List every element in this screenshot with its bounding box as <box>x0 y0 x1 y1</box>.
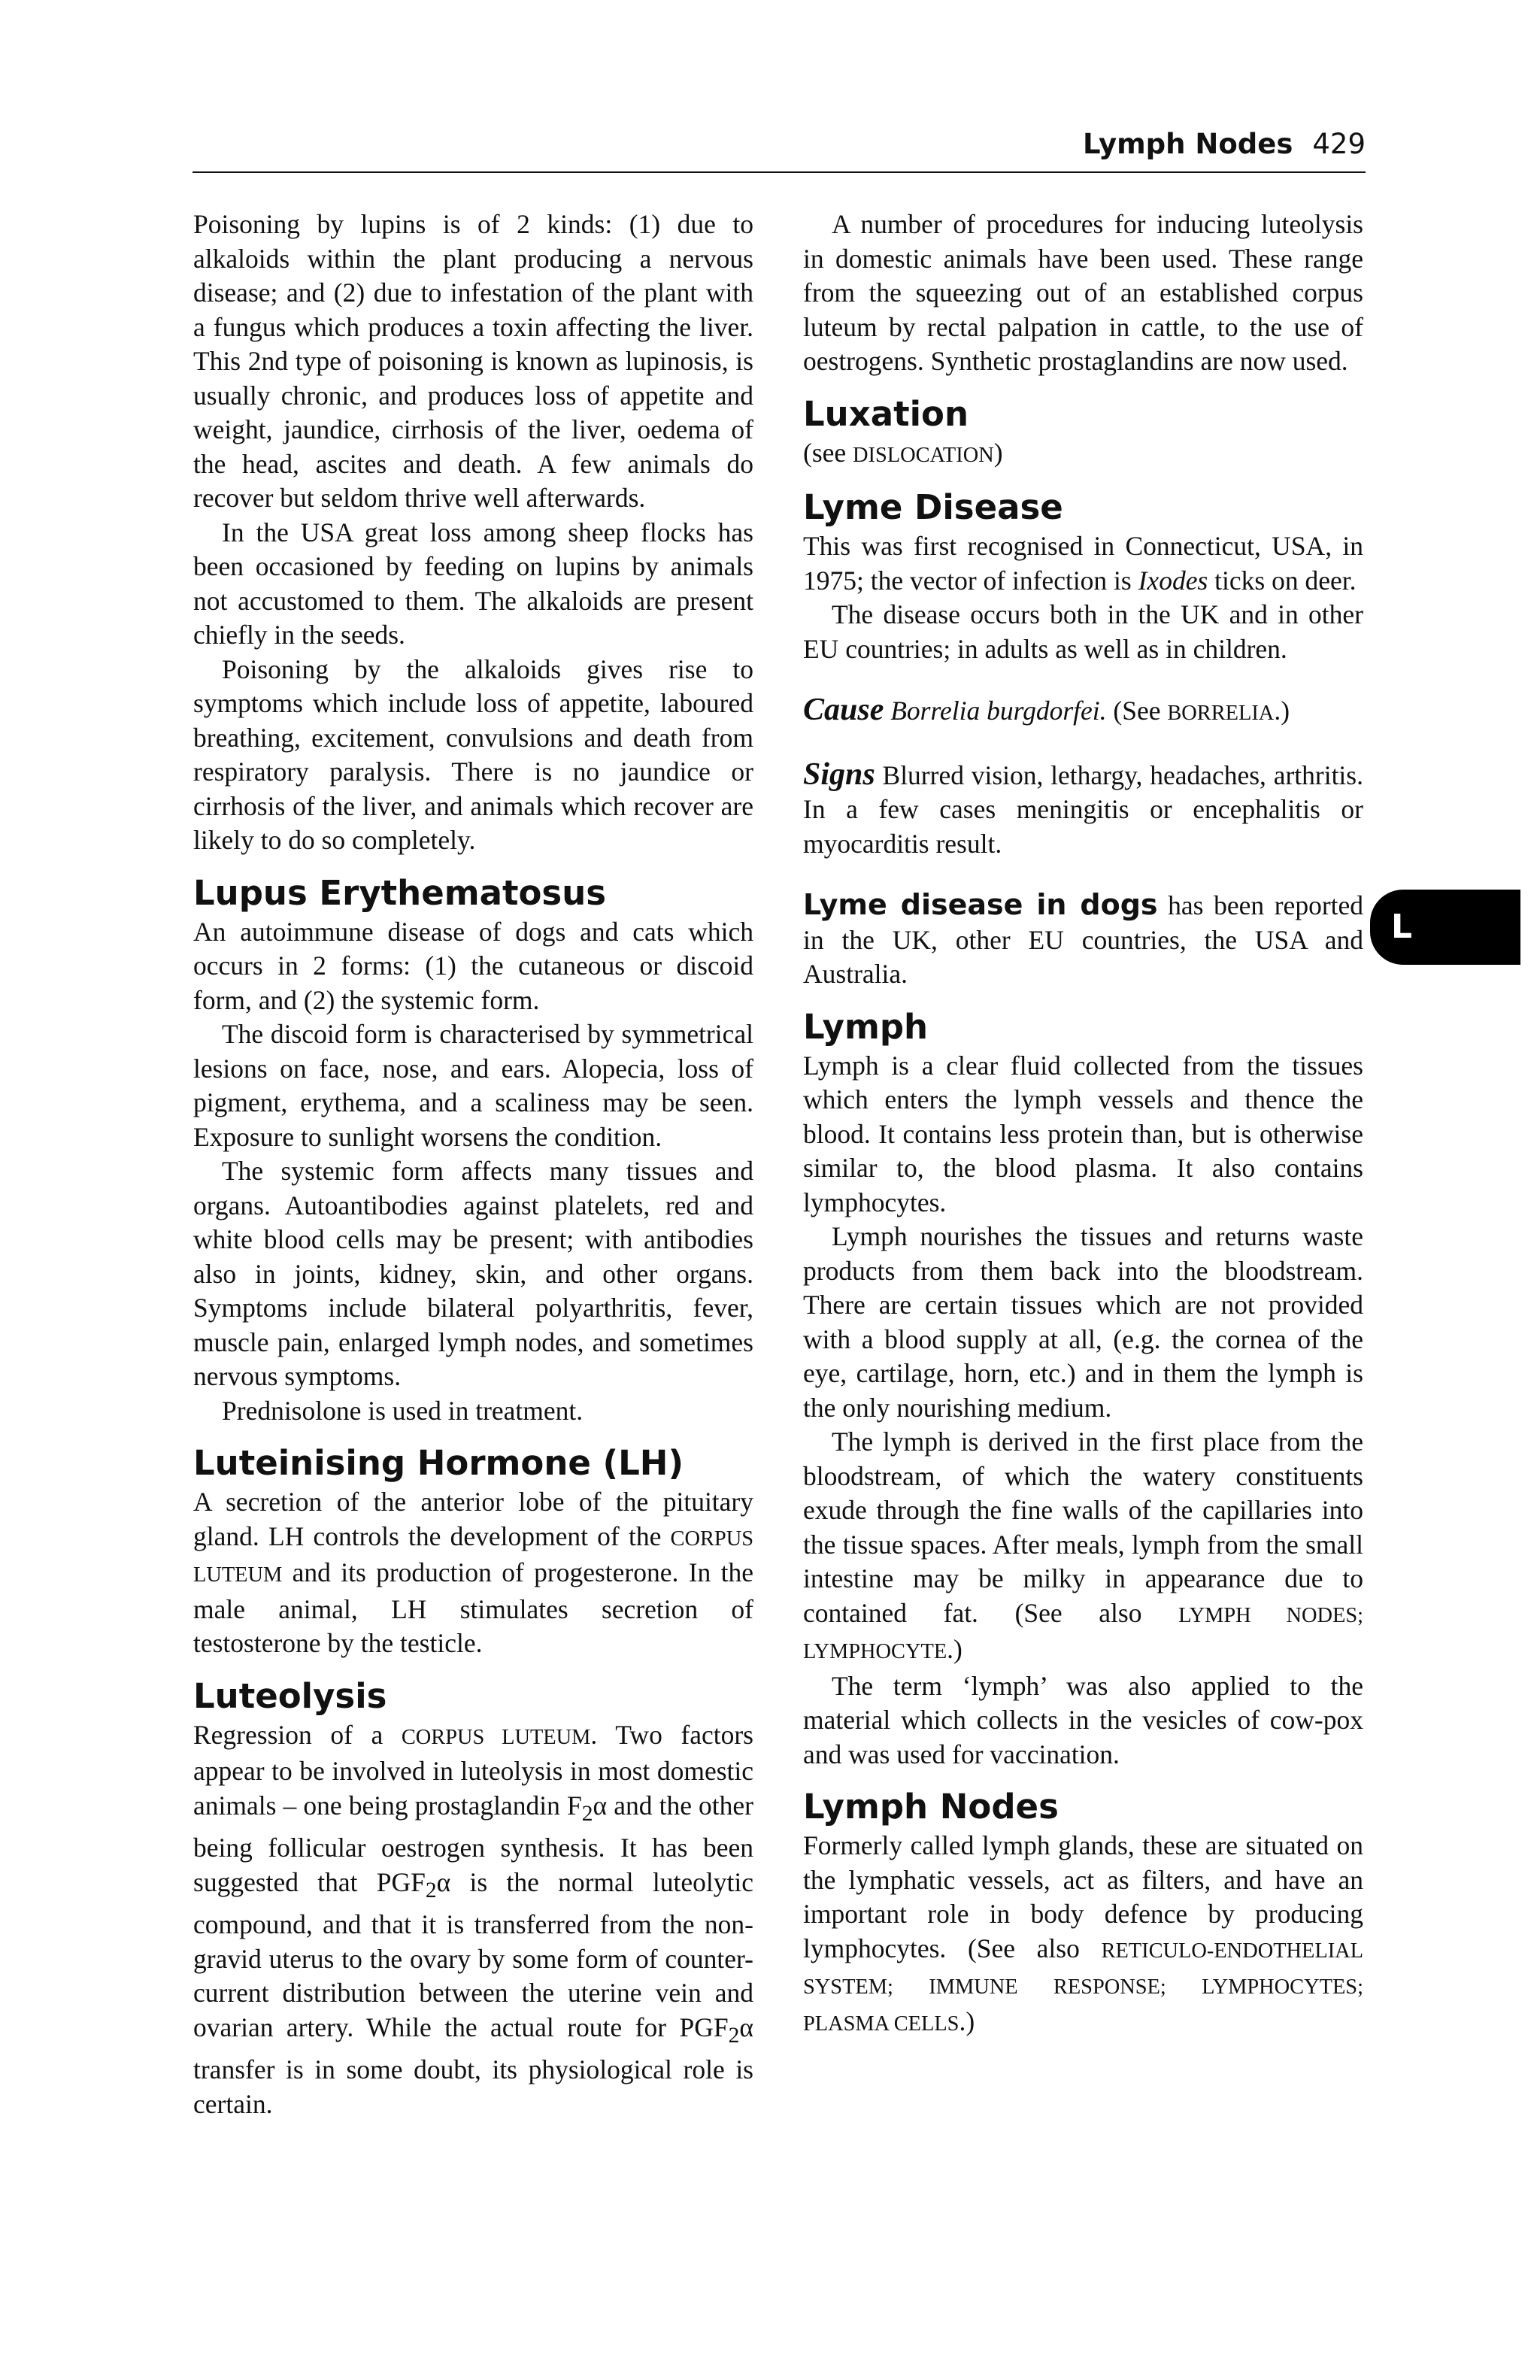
luteolysis-paragraph-1: Regression of a CORPUS LUTEUM. Two factors appear to be involved in luteolysis in most domestic animals – one being prostaglandin $F_2\alpha$ and the other being follicular oestrogen synthesis. It has been suggested that $PGF_2\alpha$ is the normal luteolytic compound, and that it is transferred from the non-gravid uterus to the ovary by some form of counter-current distribution between the uterine vein and ovarian artery. While the actual route for $PGF_2\alpha$ transfer is in some doubt, its physiological role is certain. <box>193 1719 754 2119</box>
lupus-paragraph-2: The discoid form is characterised by symmetrical lesions on face, nose, and ears. Alopecia, loss of pigment, erythema, and a scaliness may be seen. Exposure to sunlight worsens the condition. <box>193 1019 753 1152</box>
thumb-tab-letter: L <box>1391 908 1413 946</box>
left-column <box>193 208 753 2121</box>
lupus-paragraph-1: An autoimmune disease of dogs and cats which occurs in 2 forms: (1) the cutaneous or discoid form, and (2) the systemic form. <box>193 916 753 1015</box>
heading-luteolysis: Luteolysis <box>193 1675 387 1716</box>
lupus-paragraph-3: The systemic form affects many tissues and organs. Autoantibodies against platelets, red and white blood cells may be present; with antibodies also in joints, kidney, skin, and other organs. Symptoms include bilateral polyarthritis, fever, muscle pain, enlarged lymph nodes, and sometimes nervous symptoms. <box>193 1156 753 1391</box>
signs-label: Signs <box>803 756 875 792</box>
cross-ref-corpus-luteum: CORPUS LUTEUM <box>401 1725 591 1749</box>
lh-paragraph-1: A secretion of the anterior lobe of the pituitary gland. LH controls the development of the CORPUS LUTEUM and its production of progesterone. In the male animal, LH stimulates secretion of testosterone by the testicle. <box>193 1487 753 1658</box>
lyme-paragraph-1: This was first recognised in Connecticut, USA, in 1975; the vector of infection is Ixodes ticks on deer. <box>803 531 1363 596</box>
cross-ref-lymph-nodes-lymphocyte: LYMPH NODES; LYMPHOCYTE <box>803 1603 1363 1663</box>
lyme-cause: Cause Borrelia burgdorfei. (See BORRELIA.) <box>803 693 1290 727</box>
heading-lymph: Lymph <box>803 1006 929 1047</box>
lymph-paragraph-1: Lymph is a clear fluid collected from the tissues which enters the lymph vessels and thence the blood. It contains less protein than, but is otherwise similar to, the blood plasma. It also contains lymphocytes. <box>803 1050 1363 1217</box>
lupus-paragraph-4: Prednisolone is used in treatment. <box>222 1395 584 1426</box>
cross-ref-reticulo-endothelial: RETICULO-ENDOTHELIAL SYSTEM; IMMUNE RESPONSE; LYMPHOCYTES; PLASMA CELLS <box>803 1939 1364 2036</box>
heading-luteinising-hormone: Luteinising Hormone (LH) <box>193 1443 684 1483</box>
right-column <box>803 208 1363 2041</box>
lymph-paragraph-3: The lymph is derived in the first place from the bloodstream, of which the watery constituents exude through the fine walls of the capillaries into the tissue spaces. After meals, lymph from the small intestine may be milky in appearance due to contained fat. (See also LYMPH NODES; LYMPHOCYTE.) <box>803 1426 1363 1664</box>
lymph-paragraph-4: The term ‘lymph’ was also applied to the material which collects in the vesicles of cow-pox and was used for vaccination. <box>803 1670 1363 1769</box>
cause-label: Cause <box>803 693 884 727</box>
heading-lupus-erythematosus: Lupus Erythematosus <box>193 872 607 913</box>
cross-ref-dislocation: DISLOCATION <box>853 443 994 467</box>
lyme-paragraph-2: The disease occurs both in the UK and in other EU countries; in adults as well as in children. <box>803 599 1363 664</box>
lyme-signs: Signs Blurred vision, lethargy, headaches, arthritis. In a few cases meningitis or encephalitis or myocarditis result. <box>803 756 1363 859</box>
running-head-title: Lymph Nodes <box>1082 128 1293 160</box>
section-thumb-tab <box>1370 890 1520 965</box>
lymph-nodes-paragraph-1: Formerly called lymph glands, these are situated on the lymphatic vessels, act as filters, and have an important role in body defence by producing lymphocytes. (See also RETICULO-ENDOTHELIAL SYSTEM; IMMUNE RESPONSE; LYMPHOCYTES; PLASMA CELLS.) <box>803 1830 1364 2036</box>
lymph-paragraph-2: Lymph nourishes the tissues and returns waste products from them back into the bloodstream. There are certain tissues which are not provided with a blood supply at all, (e.g. the cornea of the eye, cartilage, horn, etc.) and in them the lymph is the only nourishing medium. <box>803 1221 1363 1423</box>
header-rule <box>192 171 1366 173</box>
page-number: 429 <box>1312 128 1366 160</box>
lupins-paragraph-1: Poisoning by lupins is of 2 kinds: (1) due to alkaloids within the plant producing a nervous disease; and (2) due to infestation of the plant with a fungus which produces a toxin affecting the liver. This 2nd type of poisoning is known as lupinosis, is usually chronic, and produces loss of appetite and weight, jaundice, cirrhosis of the liver, oedema of the head, ascites and death. A few animals do recover but seldom thrive well afterwards. <box>193 209 753 513</box>
cross-ref-borrelia: BORRELIA <box>1167 702 1275 725</box>
lupins-paragraph-3: Poisoning by the alkaloids gives rise to symptoms which include loss of appetite, laboured breathing, excitement, convulsions and death from respiratory paralysis. There is no jaundice or cirrhosis of the liver, and animals which recover are likely to do so completely. <box>193 653 753 855</box>
running-head <box>192 128 1366 162</box>
lupins-paragraph-2: In the USA great loss among sheep flocks has been occasioned by feeding on lupins by animals not accustomed to them. The alkaloids are present chiefly in the seeds. <box>193 517 753 650</box>
cross-ref-corpus-luteum: CORPUS LUTEUM <box>193 1527 753 1587</box>
luteolysis-paragraph-2: A number of procedures for inducing luteolysis in domestic animals have been used. These range from the squeezing out of an established corpus luteum by rectal palpation in cattle, to the use of oestrogens. Synthetic prostaglandins are now used. <box>803 209 1363 376</box>
heading-lymph-nodes: Lymph Nodes <box>803 1787 1059 1827</box>
heading-luxation: Luxation <box>803 393 969 434</box>
luxation-see-reference: (see DISLOCATION) <box>803 437 1003 468</box>
lyme-in-dogs: Lyme disease in dogs has been reported in the UK, other EU countries, the USA and Australia. <box>803 888 1364 989</box>
run-in-heading-lyme-dogs: Lyme disease in dogs <box>803 888 1158 921</box>
heading-lyme-disease: Lyme Disease <box>803 487 1063 527</box>
